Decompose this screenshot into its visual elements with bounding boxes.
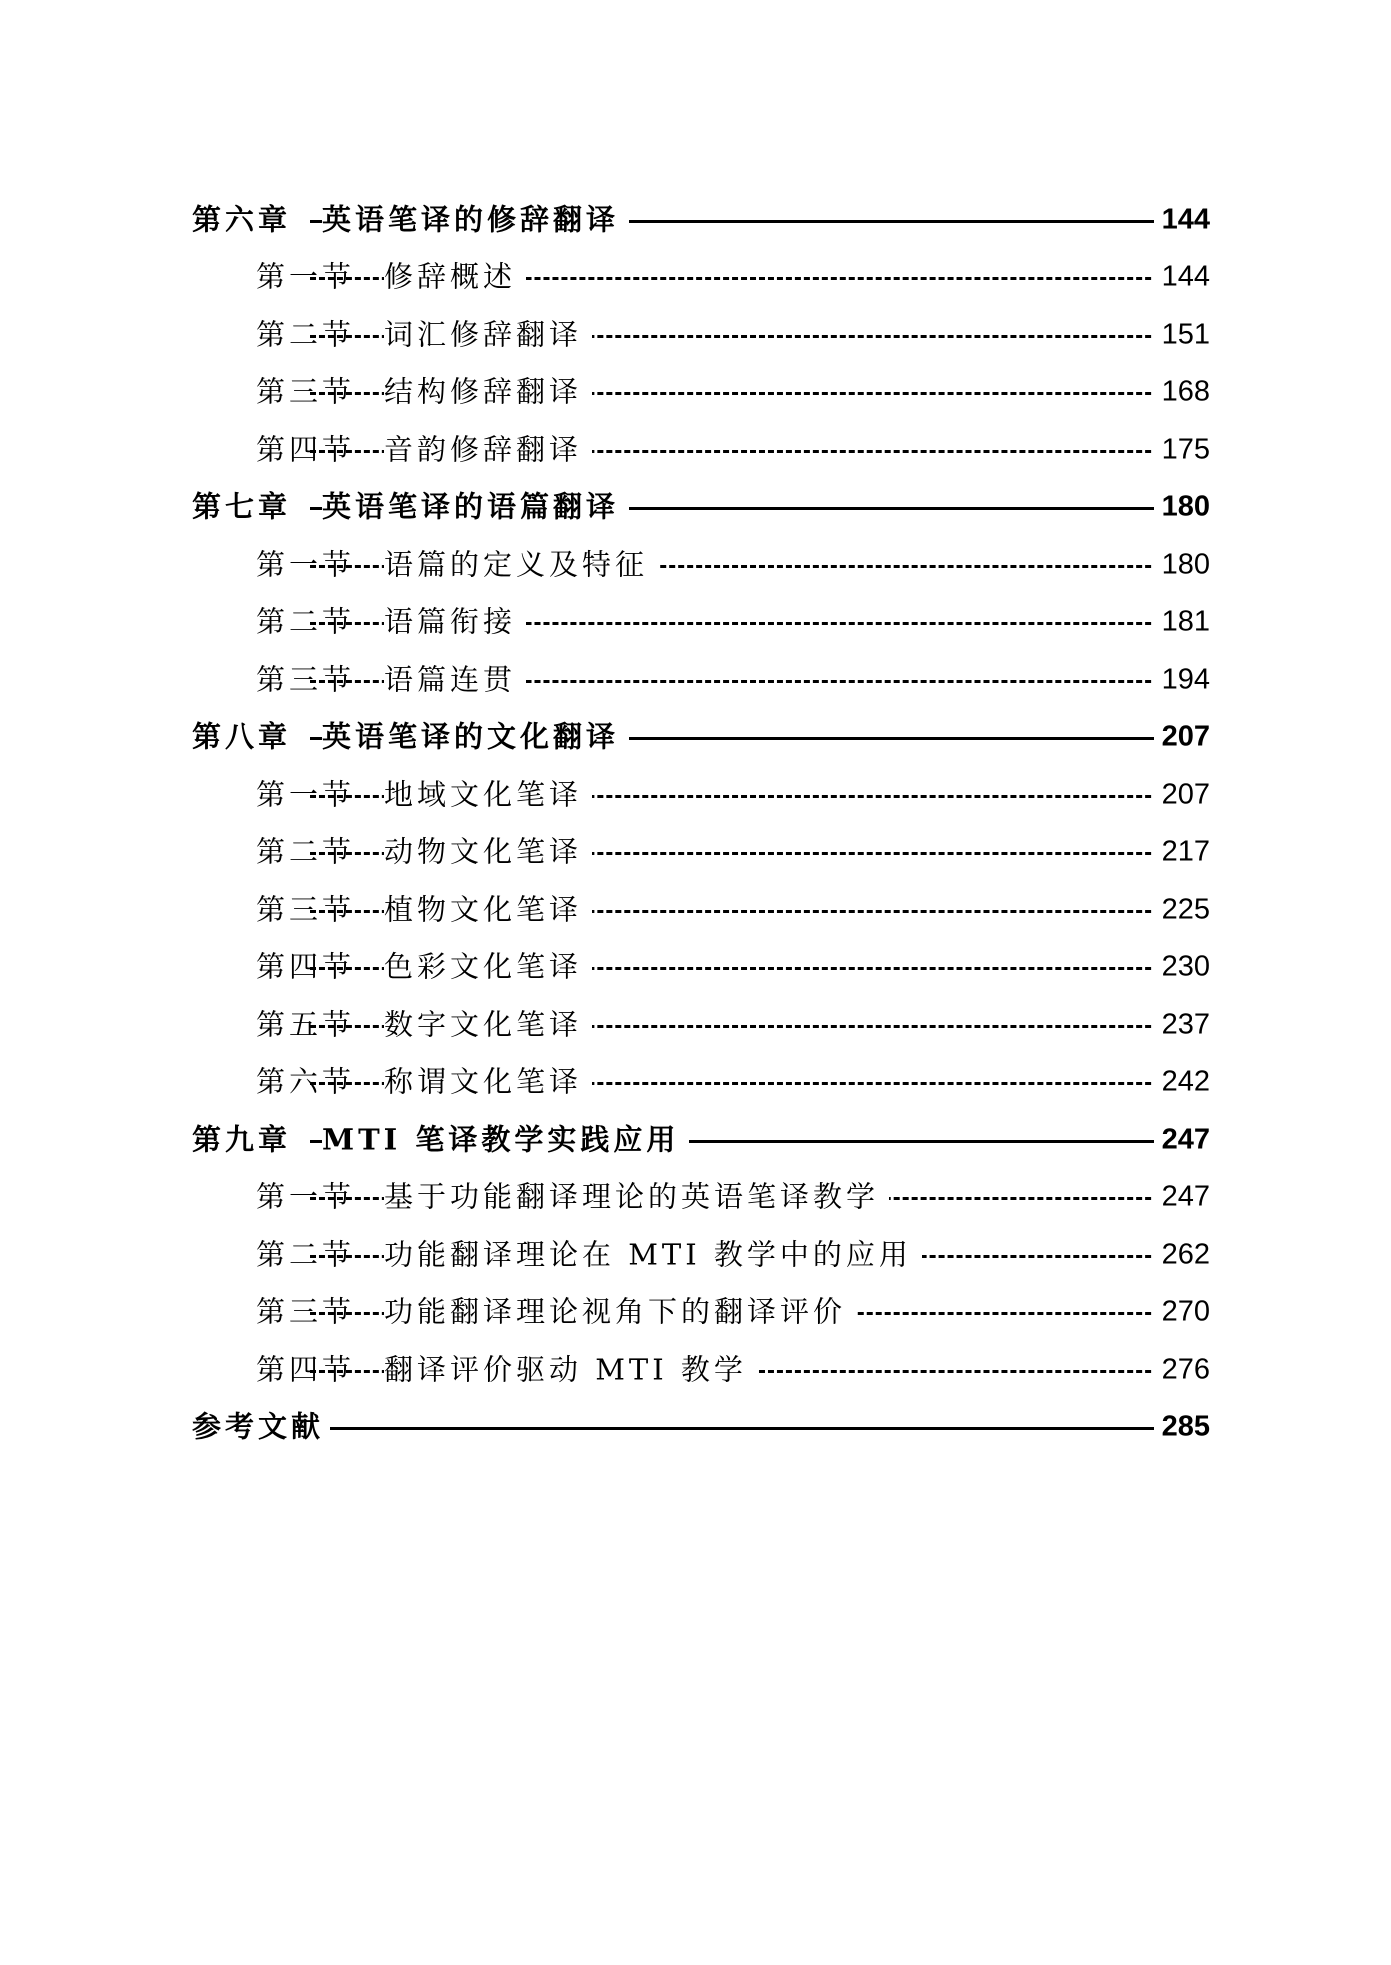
- section-label: 第三节: [256, 374, 356, 409]
- table-of-contents: [0, 191, 1391, 1456]
- section-title: 语篇的定义及特征: [384, 550, 658, 579]
- section-label: 第一节: [256, 777, 356, 812]
- toc-chapter-entry[interactable]: [0, 191, 1391, 249]
- page-number: 285: [1154, 1413, 1210, 1442]
- page-number: 242: [1154, 1068, 1210, 1097]
- section-label: 第三节: [256, 662, 356, 697]
- section-title: 动物文化笔译: [384, 838, 592, 867]
- section-title: 称谓文化笔译: [384, 1068, 592, 1097]
- page-number: 237: [1154, 1010, 1210, 1039]
- toc-section-entry[interactable]: [0, 651, 1391, 709]
- section-label: 第二节: [256, 1237, 356, 1272]
- toc-section-entry[interactable]: [0, 364, 1391, 422]
- section-label: 第一节: [256, 547, 356, 582]
- leader-line: [330, 1427, 1205, 1430]
- section-title: 基于功能翻译理论的英语笔译教学: [384, 1183, 889, 1212]
- section-title: 语篇连贯: [384, 665, 526, 694]
- page-number: 175: [1154, 435, 1210, 464]
- toc-section-entry[interactable]: [0, 939, 1391, 997]
- toc-section-entry[interactable]: [0, 306, 1391, 364]
- toc-chapter-entry[interactable]: [0, 709, 1391, 767]
- page-number: 144: [1154, 263, 1210, 292]
- section-label: 第二节: [256, 834, 356, 869]
- toc-section-entry[interactable]: [0, 824, 1391, 882]
- page-number: 180: [1154, 550, 1210, 579]
- chapter-label: 第八章: [192, 719, 292, 754]
- section-title: 功能翻译理论在 MTI 教学中的应用: [384, 1240, 922, 1269]
- toc-section-entry[interactable]: [0, 536, 1391, 594]
- page-number: 207: [1154, 723, 1210, 752]
- toc-section-entry[interactable]: [0, 594, 1391, 652]
- page-number: 194: [1154, 665, 1210, 694]
- chapter-label: 第六章: [192, 202, 292, 237]
- section-label: 第二节: [256, 317, 356, 352]
- toc-section-entry[interactable]: [0, 1226, 1391, 1284]
- chapter-title: 英语笔译的文化翻译: [322, 723, 629, 752]
- toc-section-entry[interactable]: [0, 881, 1391, 939]
- section-label: 第四节: [256, 432, 356, 467]
- section-title: 修辞概述: [384, 263, 526, 292]
- section-label: 第一节: [256, 1179, 356, 1214]
- section-label: 第四节: [256, 1352, 356, 1387]
- page-number: 144: [1154, 205, 1210, 234]
- section-title: 数字文化笔译: [384, 1010, 592, 1039]
- section-label: 第五节: [256, 1007, 356, 1042]
- chapter-title: 英语笔译的语篇翻译: [322, 493, 629, 522]
- section-title: 植物文化笔译: [384, 895, 592, 924]
- page-number: 276: [1154, 1355, 1210, 1384]
- toc-section-entry[interactable]: [0, 996, 1391, 1054]
- references-label: 参考文献: [192, 1409, 325, 1444]
- page-number: 168: [1154, 378, 1210, 407]
- chapter-title: MTI 笔译教学实践应用: [322, 1125, 689, 1154]
- toc-section-entry[interactable]: [0, 1169, 1391, 1227]
- section-title: 音韵修辞翻译: [384, 435, 592, 464]
- page-number: 270: [1154, 1298, 1210, 1327]
- section-label: 第六节: [256, 1064, 356, 1099]
- chapter-title: 英语笔译的修辞翻译: [322, 205, 629, 234]
- toc-section-entry[interactable]: [0, 1284, 1391, 1342]
- section-label: 第一节: [256, 259, 356, 294]
- toc-chapter-entry[interactable]: [0, 479, 1391, 537]
- section-title: 地域文化笔译: [384, 780, 592, 809]
- toc-section-entry[interactable]: [0, 766, 1391, 824]
- page-number: 230: [1154, 953, 1210, 982]
- toc-section-entry[interactable]: [0, 1054, 1391, 1112]
- section-title: 语篇衔接: [384, 608, 526, 637]
- page-number: 247: [1154, 1183, 1210, 1212]
- toc-section-entry[interactable]: [0, 421, 1391, 479]
- page-number: 151: [1154, 320, 1210, 349]
- chapter-label: 第七章: [192, 489, 292, 524]
- page-number: 217: [1154, 838, 1210, 867]
- page-number: 247: [1154, 1125, 1210, 1154]
- section-label: 第四节: [256, 949, 356, 984]
- section-title: 词汇修辞翻译: [384, 320, 592, 349]
- section-label: 第三节: [256, 892, 356, 927]
- page-number: 207: [1154, 780, 1210, 809]
- section-label: 第二节: [256, 604, 356, 639]
- section-label: 第三节: [256, 1294, 356, 1329]
- chapter-label: 第九章: [192, 1122, 292, 1157]
- page-number: 262: [1154, 1240, 1210, 1269]
- section-title: 翻译评价驱动 MTI 教学: [384, 1355, 757, 1384]
- section-title: 结构修辞翻译: [384, 378, 592, 407]
- toc-section-entry[interactable]: [0, 1341, 1391, 1399]
- page-number: 225: [1154, 895, 1210, 924]
- toc-section-entry[interactable]: [0, 249, 1391, 307]
- page-number: 181: [1154, 608, 1210, 637]
- section-title: 色彩文化笔译: [384, 953, 592, 982]
- page-number: 180: [1154, 493, 1210, 522]
- toc-references-entry[interactable]: [0, 1399, 1391, 1457]
- toc-chapter-entry[interactable]: [0, 1111, 1391, 1169]
- section-title: 功能翻译理论视角下的翻译评价: [384, 1298, 856, 1327]
